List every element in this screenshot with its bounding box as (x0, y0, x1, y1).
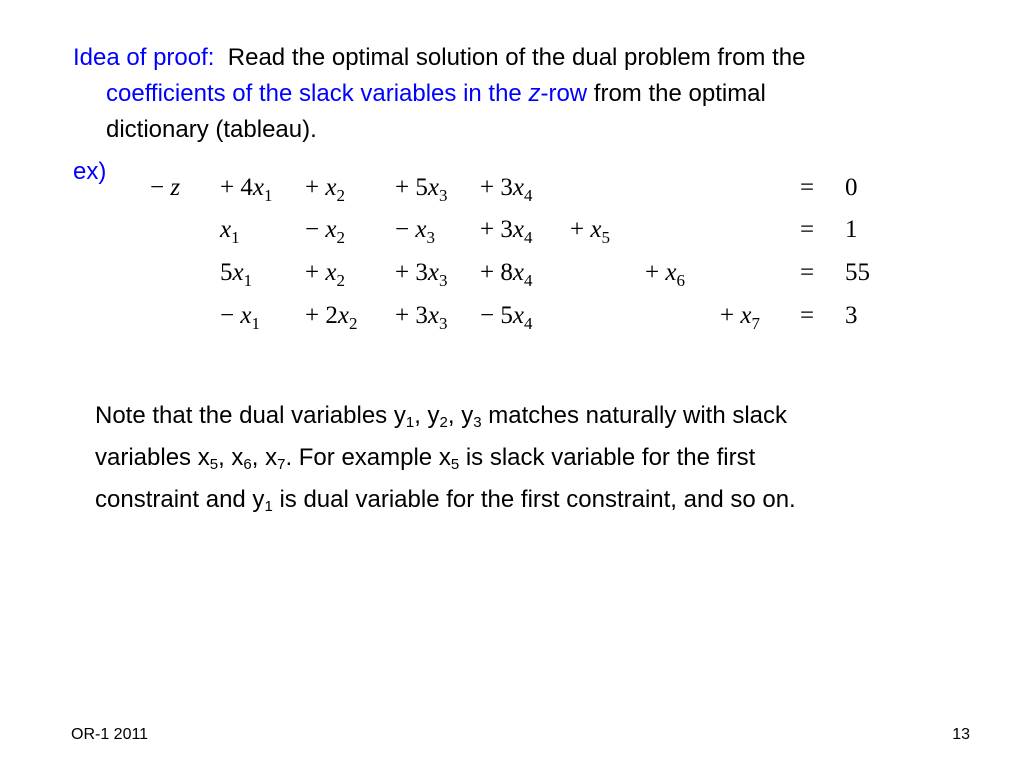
term-variable: x (512, 302, 524, 329)
term-subscript: 1 (263, 186, 273, 205)
term-subscript: 4 (523, 271, 533, 290)
note-line-1: Note that the dual variables $y_1$, $y_2$, $y_3$ matches naturally with slack (95, 402, 788, 431)
term-variable: x (232, 259, 244, 286)
term-variable: x (240, 302, 252, 329)
idea-line-3 (73, 112, 973, 148)
term-subscript: 2 (336, 186, 345, 205)
highlight-pre: coefficients of the slack variables in the (106, 80, 529, 107)
equation-term (480, 296, 532, 344)
term-coefficient: 3 (500, 174, 513, 201)
equation-term (220, 253, 252, 301)
idea-label: Idea of proof: (73, 44, 215, 71)
equation-term (480, 168, 532, 216)
equation-term (305, 168, 345, 216)
term-subscript: 3 (438, 271, 448, 290)
term-variable: x (427, 174, 439, 201)
term-subscript: 1 (231, 228, 240, 247)
term-sign: + (305, 259, 326, 286)
idea-text-1: Read the optimal solution of the dual problem from the (227, 44, 806, 71)
equation-row (130, 210, 890, 250)
equation-row (130, 168, 890, 208)
term-variable: x (590, 216, 602, 243)
equation-equals: = (800, 259, 815, 286)
term-subscript: 3 (438, 314, 448, 333)
note-line-2: variables $x_5$, $x_6$, $x_7$. For example $x_5$ is slack variable for the first (95, 444, 756, 473)
term-subscript: 3 (426, 228, 435, 247)
term-variable: x (325, 174, 337, 201)
highlight-z: z (528, 80, 541, 107)
equation-term (480, 210, 532, 258)
equation-term (720, 296, 760, 344)
equation-term (305, 210, 345, 258)
term-subscript: 2 (336, 228, 345, 247)
term-subscript: 2 (336, 271, 345, 290)
equation-equals: = (800, 174, 815, 201)
term-sign: + (480, 174, 501, 201)
equation-term (395, 253, 447, 301)
term-subscript: 4 (523, 186, 533, 205)
term-subscript: 6 (676, 271, 685, 290)
term-subscript: 4 (523, 228, 533, 247)
term-coefficient: 2 (325, 302, 338, 329)
idea-line-2 (73, 76, 973, 112)
footer-course: OR-1 2011 (71, 726, 149, 743)
equation-term (480, 253, 532, 301)
term-variable: x (512, 216, 524, 243)
term-variable: x (252, 174, 264, 201)
term-sign: + (395, 302, 416, 329)
equation-term (645, 253, 685, 301)
equation-rhs: 0 (845, 174, 858, 201)
equation-term (305, 253, 345, 301)
term-coefficient: 3 (415, 259, 428, 286)
equation-term (395, 168, 447, 216)
equation-rhs: 1 (845, 216, 858, 243)
term-coefficient: 5 (500, 302, 513, 329)
term-sign: − (395, 216, 416, 243)
term-coefficient: 5 (415, 174, 428, 201)
term-sign: − (480, 302, 501, 329)
term-variable: x (427, 302, 439, 329)
idea-highlight (106, 80, 587, 107)
equation-equals: = (800, 216, 815, 243)
equation-term (395, 210, 435, 258)
equation-term (570, 210, 610, 258)
term-variable: x (512, 174, 524, 201)
term-variable: x (427, 259, 439, 286)
term-subscript: 1 (251, 314, 260, 333)
term-subscript: 2 (348, 314, 358, 333)
equation-equals: = (800, 302, 815, 329)
term-sign: + (480, 216, 501, 243)
dictionary-equations (130, 168, 890, 348)
idea-text-3: dictionary (tableau). (106, 116, 317, 143)
term-variable: x (415, 216, 427, 243)
term-coefficient: 5 (220, 259, 233, 286)
equation-rhs: 3 (845, 302, 858, 329)
term-sign: − (305, 216, 326, 243)
term-subscript: 4 (523, 314, 533, 333)
equation-term (220, 296, 260, 344)
idea-text-2: from the optimal (587, 80, 766, 107)
equation-term (220, 168, 272, 216)
term-sign: + (645, 259, 666, 286)
term-variable: x (665, 259, 677, 286)
term-subscript: 3 (438, 186, 448, 205)
term-sign: + (570, 216, 591, 243)
term-sign: + (220, 174, 241, 201)
term-subscript: 7 (751, 314, 760, 333)
example-label: ex) (73, 158, 107, 185)
equation-term (220, 210, 240, 258)
term-sign: − (150, 174, 171, 201)
term-variable: x (325, 216, 337, 243)
note-line-3: constraint and $y_1$ is dual variable for the first constraint, and so on. (95, 486, 796, 515)
note-paragraph (95, 398, 955, 524)
term-coefficient: 3 (415, 302, 428, 329)
equation-term (395, 296, 447, 344)
page-number: 13 (952, 726, 970, 743)
term-coefficient: 8 (500, 259, 513, 286)
term-sign: + (720, 302, 741, 329)
term-coefficient: 4 (240, 174, 253, 201)
term-subscript: 5 (601, 228, 610, 247)
term-variable: x (740, 302, 752, 329)
term-variable: z (170, 174, 181, 201)
term-variable: x (512, 259, 524, 286)
equation-row (130, 296, 890, 336)
highlight-post: -row (540, 80, 588, 107)
term-sign: + (395, 174, 416, 201)
term-subscript: 1 (243, 271, 253, 290)
term-sign: − (220, 302, 241, 329)
term-coefficient: 3 (500, 216, 513, 243)
term-sign: + (395, 259, 416, 286)
term-variable: x (337, 302, 349, 329)
idea-of-proof (73, 40, 973, 148)
idea-line-1 (73, 40, 973, 76)
term-sign: + (480, 259, 501, 286)
equation-term (305, 296, 357, 344)
term-sign: + (305, 302, 326, 329)
equation-row (130, 253, 890, 293)
equation-term (150, 168, 180, 208)
equation-rhs: 55 (845, 259, 870, 286)
term-variable: x (325, 259, 337, 286)
term-sign: + (305, 174, 326, 201)
term-variable: x (220, 216, 232, 243)
